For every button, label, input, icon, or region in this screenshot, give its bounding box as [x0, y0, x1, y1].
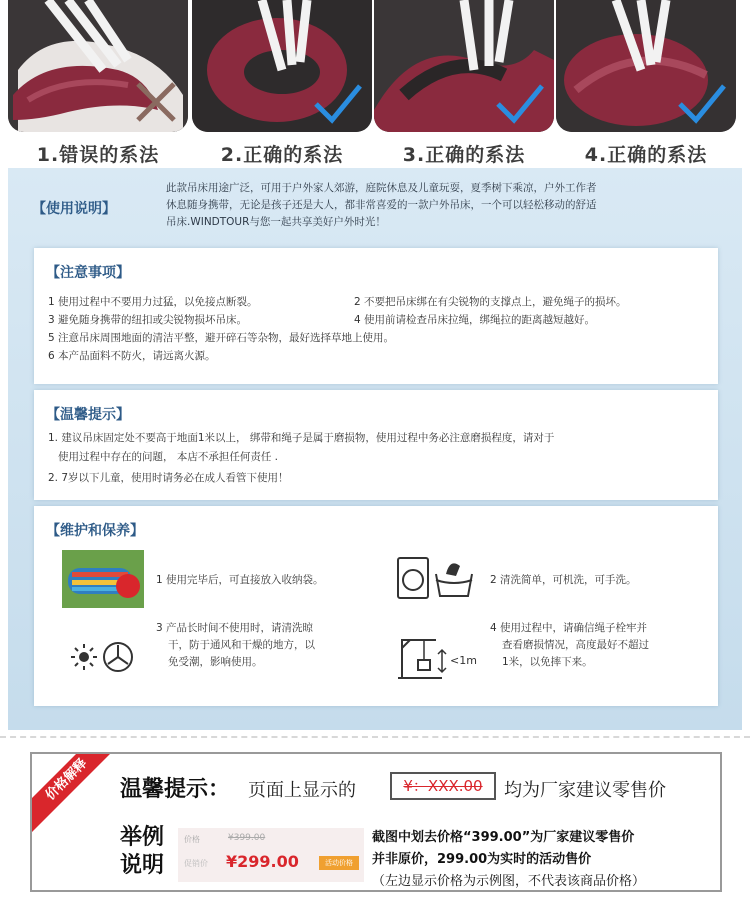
caution-item: 6 本产品面料不防火，请远离火源。 — [48, 350, 216, 362]
example-promo-label: 促销价 — [184, 859, 208, 868]
hand-wash-icon — [436, 574, 472, 596]
maintenance-item-2: 2 清洗简单，可机洗，可手洗。 — [490, 574, 637, 586]
maintenance-title: 【维护和保养】 — [46, 523, 144, 539]
maintenance-line: 免受潮，影响使用。 — [168, 656, 263, 668]
check-mark-icon — [676, 82, 728, 126]
price-tip-heading: 温馨提示： — [120, 777, 231, 802]
intro-line: 此款吊床用途广泛，可用于户外家人郊游，庭院休息及儿童玩耍，夏季树下乘凉，户外工作者 — [166, 182, 597, 194]
photo-label-3: 3.正确的系法 — [402, 144, 526, 166]
maintenance-card — [34, 506, 718, 706]
intro-line: 休息随身携带，无论是孩子还是大人，都非常喜爱的一款户外吊床，一个可以轻松移动的舒适 — [166, 199, 597, 211]
knot-photo-strip — [0, 0, 750, 170]
example-label-line: 说明 — [120, 853, 165, 878]
price-explain-line: 并非原价，299.00为实时的活动售价 — [372, 852, 592, 867]
example-original-price: ¥399.00 — [228, 833, 266, 843]
maintenance-item-3 — [156, 620, 315, 671]
knot-photo-1 — [8, 0, 188, 132]
tips-title: 【温馨提示】 — [46, 407, 130, 423]
example-badge: 活动价格 — [319, 856, 359, 870]
knot-photo-3 — [374, 0, 554, 132]
maintenance-line: 3 产品长时间不使用时，请清洗晾 — [156, 622, 314, 634]
height-limit-icon — [396, 632, 482, 682]
caution-item: 1 使用过程中不要用力过猛，以免接点断裂。 — [48, 296, 258, 308]
check-mark-icon — [494, 82, 546, 126]
example-price-image — [178, 828, 364, 882]
tips-card — [34, 390, 718, 500]
photo-label-1: 1.错误的系法 — [36, 144, 160, 166]
dashed-divider — [0, 736, 750, 742]
intro-title: 【使用说明】 — [32, 201, 116, 217]
tip-line: 1. 建议吊床固定处不要高于地面1米以上， 绑带和绳子是属于磨损物，使用过程中务必注意磨损程度，请对于 — [48, 432, 555, 444]
maintenance-line: 4 使用过程中，请确信绳子栓牢并 — [490, 622, 648, 634]
photo-label-4: 4.正确的系法 — [584, 144, 708, 166]
price-tip-post: 均为厂家建议零售价 — [504, 780, 666, 801]
storage-bag-image — [62, 550, 144, 608]
caution-item: 5 注意吊床周围地面的清洁平整，避开碎石等杂物，最好选择草地上使用。 — [48, 332, 395, 344]
tip-line: 使用过程中存在的问题， 本店不承担任何责任 . — [58, 451, 279, 463]
height-limit-text: <1m — [450, 654, 477, 667]
cautions-card — [34, 248, 718, 384]
maintenance-line: 干，防于通风和干燥的地方，以 — [168, 639, 315, 651]
example-price-label: 价格 — [184, 835, 200, 844]
washing-icons — [394, 552, 474, 604]
maintenance-item-1: 1 使用完毕后，可直接放入收纳袋。 — [156, 574, 324, 586]
knot-photo-2 — [192, 0, 372, 132]
caution-item: 4 使用前请检查吊床拉绳，绑绳拉的距离越短越好。 — [354, 314, 596, 326]
price-explain-line: 截图中划去价格“399.00”为厂家建议零售价 — [372, 830, 635, 845]
intro-line: 吊床.WINDTOUR与您一起共享美好户外时光！ — [166, 216, 386, 228]
check-mark-icon — [312, 82, 364, 126]
caution-item: 3 避免随身携带的纽扣或尖锐物损坏吊床。 — [48, 314, 248, 326]
x-mark-icon — [132, 78, 180, 126]
price-tip-pre: 页面上显示的 — [248, 780, 356, 801]
maintenance-item-4 — [490, 620, 649, 671]
example-current-price: ¥299.00 — [226, 852, 299, 871]
tip-line: 2. 7岁以下儿童，使用时请务必在成人看管下使用！ — [48, 472, 289, 484]
intro-text — [166, 180, 721, 231]
info-panel — [8, 168, 742, 730]
cautions-title: 【注意事项】 — [46, 265, 130, 281]
photo-label-2: 2.正确的系法 — [220, 144, 344, 166]
price-explain-line: （左边显示价格为示例图，不代表该商品价格） — [372, 874, 646, 889]
caution-item: 2 不要把吊床绑在有尖锐物的支撑点上，避免绳子的损坏。 — [354, 296, 627, 308]
example-label — [120, 824, 164, 880]
knot-photo-4 — [556, 0, 736, 132]
price-explanation-box — [30, 752, 722, 892]
maintenance-line: 1米，以免摔下来。 — [502, 656, 593, 668]
example-label-line: 举例 — [120, 825, 165, 850]
sample-price-box: ¥：XXX.00 — [390, 772, 496, 800]
sun-dry-icon — [68, 634, 140, 680]
maintenance-line: 查看磨损情况，高度最好不超过 — [502, 639, 649, 651]
price-ribbon: 价格解释 — [30, 752, 121, 834]
